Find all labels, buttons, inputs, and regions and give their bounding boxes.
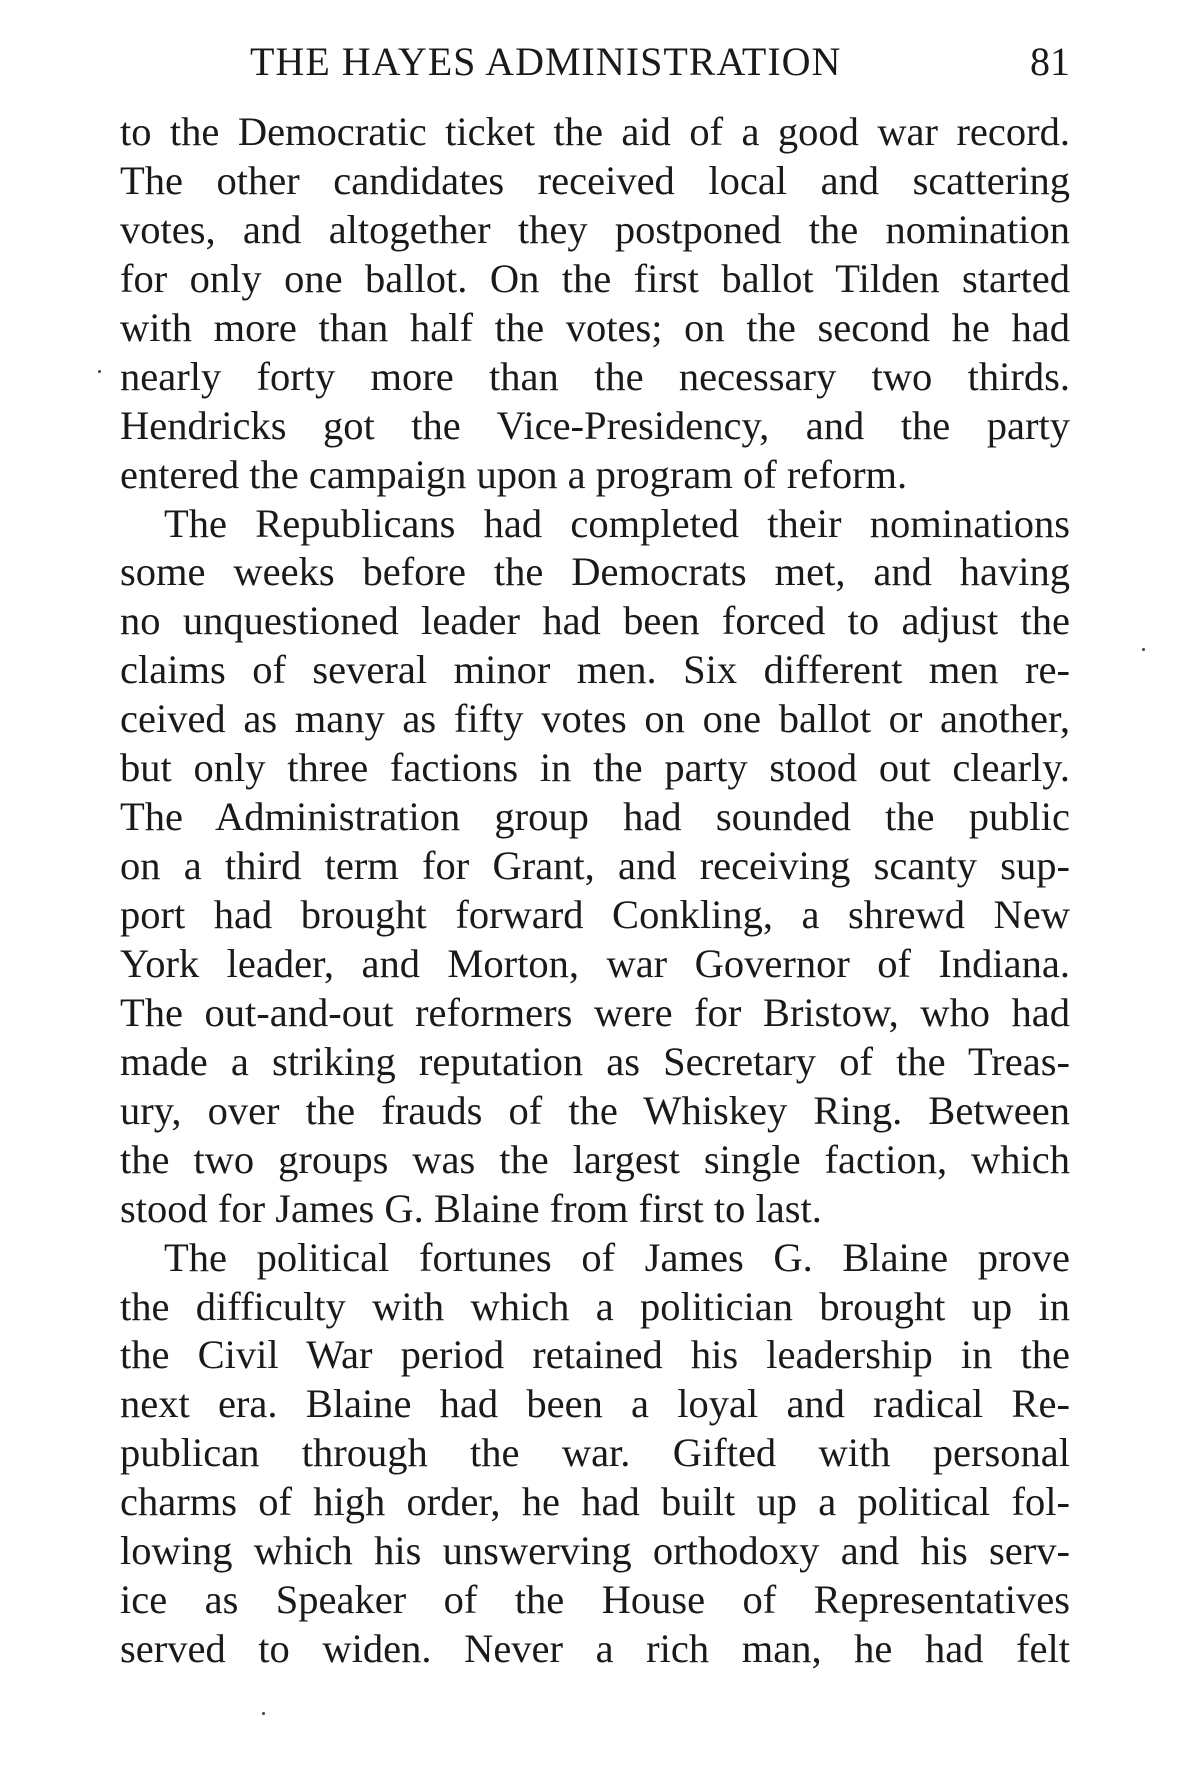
text-line: for only one ballot. On the first ballot Tilden started	[120, 255, 1070, 301]
text-line: The political fortunes of James G. Blaine prove	[164, 1234, 1070, 1280]
running-head	[120, 38, 1070, 98]
text-line: nearly forty more than the necessary two thirds.	[120, 353, 1070, 399]
scan-speck	[262, 1712, 265, 1715]
text-line: no unquestioned leader had been forced to adjust the	[120, 598, 1070, 644]
text-line: next era. Blaine had been a loyal and radical Re-	[120, 1381, 1070, 1427]
text-line: entered the campaign upon a program of reform.	[120, 451, 908, 497]
text-line: port had brought forward Conkling, a shrewd New	[120, 892, 1070, 937]
body-text	[120, 108, 1070, 1674]
text-line: ceived as many as fifty votes on one ballot or another,	[120, 696, 1070, 742]
text-line: publican through the war. Gifted with personal	[120, 1430, 1070, 1476]
text-line: stood for James G. Blaine from first to last.	[120, 1185, 822, 1231]
text-line: the difficulty with which a politician brought up in	[120, 1283, 1070, 1329]
text-line: Hendricks got the Vice-Presidency, and the party	[120, 402, 1070, 448]
text-line: The Republicans had completed their nominations	[164, 500, 1070, 546]
text-line: charms of high order, he had built up a political fol-	[120, 1479, 1070, 1525]
page-number: 81	[1030, 39, 1070, 84]
text-line: served to widen. Never a rich man, he had felt	[120, 1626, 1070, 1672]
text-line: some weeks before the Democrats met, and having	[120, 549, 1070, 595]
text-line: claims of several minor men. Six different men re-	[120, 647, 1070, 693]
text-line: The Administration group had sounded the public	[120, 794, 1070, 840]
running-title: THE HAYES ADMINISTRATION	[250, 39, 842, 84]
text-line: to the Democratic ticket the aid of a good war record.	[120, 109, 1070, 154]
text-line: made a striking reputation as Secretary of the Treas-	[120, 1038, 1070, 1084]
text-line: The other candidates received local and scattering	[120, 157, 1070, 203]
text-line: but only three factions in the party stood out clearly.	[120, 745, 1070, 791]
text-line: ury, over the frauds of the Whiskey Ring. Between	[120, 1087, 1070, 1133]
text-line: with more than half the votes; on the second he had	[120, 304, 1070, 350]
scan-speck	[1142, 648, 1145, 651]
text-line: lowing which his unswerving orthodoxy and his serv-	[120, 1528, 1070, 1574]
text-line: The out-and-out reformers were for Bristow, who had	[120, 989, 1070, 1035]
text-line: the two groups was the largest single faction, which	[120, 1136, 1070, 1182]
text-line: votes, and altogether they postponed the nomination	[120, 206, 1070, 252]
text-line: on a third term for Grant, and receiving scanty sup-	[120, 843, 1070, 889]
scan-speck	[98, 370, 101, 373]
text-line: York leader, and Morton, war Governor of Indiana.	[120, 940, 1070, 986]
text-line: ice as Speaker of the House of Representatives	[120, 1577, 1070, 1623]
text-line: the Civil War period retained his leadership in the	[120, 1332, 1070, 1378]
